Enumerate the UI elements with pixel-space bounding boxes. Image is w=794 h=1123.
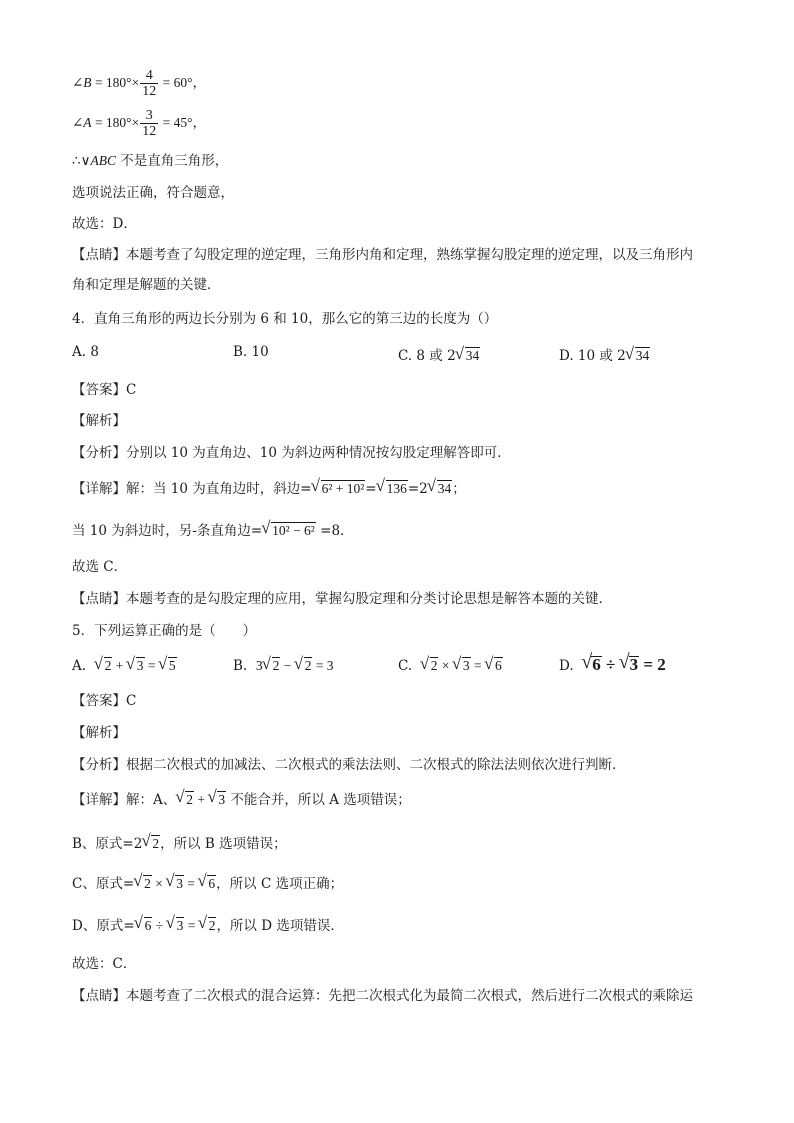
comment3-line-a: 【点睛】本题考查了勾股定理的逆定理，三角形内角和定理，熟练掌握勾股定理的逆定理，以及三角形内 xyxy=(72,247,693,263)
q5-b-r2: 2 xyxy=(304,658,312,673)
q4-detail-radicand3: 34 xyxy=(437,481,452,496)
q5-a-r1: 2 xyxy=(104,658,112,673)
q4-detail-eq2: =2 xyxy=(407,481,428,497)
sqrt-icon xyxy=(295,657,313,674)
q5-d-r2: 3 xyxy=(629,655,639,674)
q5-d-line-r2: 3 xyxy=(176,918,184,933)
sqrt-icon xyxy=(198,875,216,893)
q5-a-r2: 3 xyxy=(136,658,144,673)
angle-a-lhs: ∠A xyxy=(72,115,92,130)
q5-option-a-label: A. xyxy=(72,658,87,674)
q5-c-line xyxy=(72,875,343,893)
angle-b-eq1: = 180°× xyxy=(91,75,140,90)
sqrt-icon xyxy=(159,657,177,674)
q4-option-d-radicand: 34 xyxy=(635,348,650,363)
q5-d-expression xyxy=(582,655,666,675)
q4-choose: 故选 C． xyxy=(72,559,128,575)
q5-d-line xyxy=(72,917,344,935)
q4-detail-eq: = xyxy=(365,481,377,497)
sqrt-icon xyxy=(485,657,503,674)
q5-comment: 【点睛】本题考查了二次根式的混合运算：先把二次根式化为最简二次根式，然后进行二次根式的乘除运 xyxy=(72,988,693,1004)
q5-c-line-r3: 6 xyxy=(208,876,216,891)
q5-c-r3: 6 xyxy=(494,658,502,673)
q4-detail-prefix: 【详解】解：当 10 为直角边时，斜边= xyxy=(72,481,312,497)
q5-b-eq: = 3 xyxy=(312,658,334,673)
sqrt-icon xyxy=(176,791,194,809)
q4-comment: 【点睛】本题考查的是勾股定理的应用，掌握勾股定理和分类讨论思想是解答本题的关键． xyxy=(72,591,612,607)
q5-option-c-label: C. xyxy=(398,658,413,674)
q5-c-tail: ，所以 C 选项正确； xyxy=(216,876,344,892)
angle-a-eq2: = 45° xyxy=(159,115,193,130)
q5-d-line-r1: 6 xyxy=(144,918,152,933)
angle-b-fraction xyxy=(140,68,158,99)
angle-a-fraction xyxy=(140,108,158,139)
q5-b-rad: 2 xyxy=(152,836,160,851)
q5-c-op: × xyxy=(438,658,453,673)
q4-stem: 4．直角三角形的两边长分别为 6 和 10，那么它的第三边的长度为（） xyxy=(72,311,498,327)
sqrt-icon xyxy=(377,480,408,498)
q5-detail-tail: 不能合并，所以 A 选项错误； xyxy=(226,792,411,808)
q5-c-line-r1: 2 xyxy=(144,876,151,891)
q5-option-b xyxy=(233,657,334,674)
therefore-text: 不是直角三角形， xyxy=(115,153,229,169)
q5-b-op: − xyxy=(280,658,295,673)
q5-fenxi: 【分析】根据二次根式的加减法、二次根式的乘法法则、二次根式的除法法则依次进行判断． xyxy=(72,757,626,773)
q5-a-r3: 5 xyxy=(168,658,176,673)
q4-option-d-prefix: D. 10 或 2 xyxy=(559,348,626,364)
angle-a-tail: ， xyxy=(192,115,206,131)
q5-b-prefix: B、原式=2 xyxy=(72,836,143,852)
q4-second-tail: =8． xyxy=(315,523,354,539)
sqrt-icon xyxy=(456,347,481,364)
q4-second-radicand: 10² − 6² xyxy=(272,523,315,538)
q5-a-eq: = xyxy=(144,658,159,673)
q5-option-c xyxy=(398,657,503,674)
q4-fenxi: 【分析】分别以 10 为直角边、10 为斜边两种情况按勾股定理解答即可． xyxy=(72,445,511,461)
q4-detail-tail: ； xyxy=(452,481,466,497)
q5-b-tail: ，所以 B 选项错误； xyxy=(160,836,287,852)
q5-option-d xyxy=(559,655,666,675)
q5-d-line-eq: = xyxy=(184,918,199,933)
angle-a-denominator: 12 xyxy=(142,124,157,139)
angle-a-numerator: 3 xyxy=(140,108,158,124)
sqrt-icon xyxy=(134,875,152,893)
sqrt-icon xyxy=(626,347,651,364)
therefore-line xyxy=(72,152,228,170)
q5-option-d-label: D. xyxy=(559,658,574,674)
sqrt-icon xyxy=(312,480,366,498)
q5-analysis: 【解析】 xyxy=(72,725,126,741)
angle-a-line xyxy=(72,108,206,139)
q5-b-line xyxy=(72,835,287,853)
sqrt-icon xyxy=(142,835,160,853)
therefore-abc: ABC xyxy=(90,153,116,168)
sqrt-icon xyxy=(199,917,217,935)
q5-detail-op: + xyxy=(194,792,209,807)
comment3-line-b: 角和定理是解题的关键． xyxy=(72,277,221,293)
sqrt-icon xyxy=(263,657,281,674)
q5-d-line-r3: 2 xyxy=(208,918,216,933)
q4-second xyxy=(72,522,354,540)
q4-detail-radicand: 6² + 10² xyxy=(321,481,365,496)
q4-option-d xyxy=(559,344,650,364)
angle-b-tail: ， xyxy=(192,75,206,91)
q5-c-r1: 2 xyxy=(430,658,438,673)
q5-detail-r1: 2 xyxy=(186,792,193,807)
angle-b-lhs: ∠B xyxy=(72,75,92,90)
q5-d-prefix: D、原式= xyxy=(72,918,135,934)
q5-c-line-op: × xyxy=(151,876,167,891)
sqrt-icon xyxy=(127,657,145,674)
q5-detail-r2: 3 xyxy=(218,792,226,807)
sqrt-icon xyxy=(208,791,226,809)
q5-c-prefix: C、原式= xyxy=(72,876,135,892)
q4-detail xyxy=(72,480,466,498)
q5-d-line-op: ÷ xyxy=(152,918,167,933)
q5-c-eq: = xyxy=(470,658,485,673)
sqrt-icon xyxy=(428,480,453,498)
q5-d-tail: ，所以 D 选项错误． xyxy=(216,918,344,934)
sqrt-icon xyxy=(620,655,640,675)
q4-option-c-radicand: 34 xyxy=(465,348,480,363)
sqrt-icon xyxy=(166,875,184,893)
q4-option-a: A. 8 xyxy=(72,344,99,360)
q4-analysis: 【解析】 xyxy=(72,413,126,429)
q5-detail xyxy=(72,791,411,809)
angle-b-numerator: 4 xyxy=(140,68,158,84)
option-correct-line: 选项说法正确，符合题意， xyxy=(72,185,234,201)
angle-b-denominator: 12 xyxy=(142,84,157,99)
q5-option-b-label: B. xyxy=(233,658,248,674)
q5-option-a xyxy=(72,657,177,674)
sqrt-icon xyxy=(262,522,316,540)
therefore-prefix: ∴∨ xyxy=(72,153,91,169)
sqrt-icon xyxy=(167,917,185,935)
q5-b-r1: 2 xyxy=(272,658,280,673)
q4-answer: 【答案】C xyxy=(72,382,137,398)
sqrt-icon xyxy=(453,657,471,674)
q5-c-r2: 3 xyxy=(462,658,470,673)
sqrt-icon xyxy=(421,657,439,674)
q4-option-c-prefix: C. 8 或 2 xyxy=(398,348,456,364)
q5-c-line-eq: = xyxy=(184,876,199,891)
q5-stem: 5．下列运算正确的是（ ） xyxy=(72,623,257,639)
sqrt-icon xyxy=(135,917,153,935)
q5-d-r1: 6 xyxy=(592,655,601,674)
angle-b-line xyxy=(72,68,206,99)
q5-answer: 【答案】C xyxy=(72,693,137,709)
q5-d-eq: = 2 xyxy=(639,655,666,674)
q4-detail-radicand2: 136 xyxy=(386,481,407,496)
sqrt-icon xyxy=(582,655,602,675)
q4-option-c xyxy=(398,344,480,364)
q5-c-line-r2: 3 xyxy=(176,876,184,891)
q4-option-b: B. 10 xyxy=(233,344,269,360)
sqrt-icon xyxy=(95,657,113,674)
q5-a-op: + xyxy=(112,658,127,673)
q5-d-op: ÷ xyxy=(601,655,620,674)
choose-d-line: 故选：D． xyxy=(72,216,137,232)
q5-b-coef: 3 xyxy=(255,658,263,673)
q4-second-prefix: 当 10 为斜边时，另-条直角边= xyxy=(72,523,263,539)
angle-b-eq2: = 60° xyxy=(159,75,193,90)
q5-choose: 故选：C． xyxy=(72,956,137,972)
q5-detail-prefix: 【详解】解：A、 xyxy=(72,792,177,808)
angle-a-eq1: = 180°× xyxy=(91,115,140,130)
